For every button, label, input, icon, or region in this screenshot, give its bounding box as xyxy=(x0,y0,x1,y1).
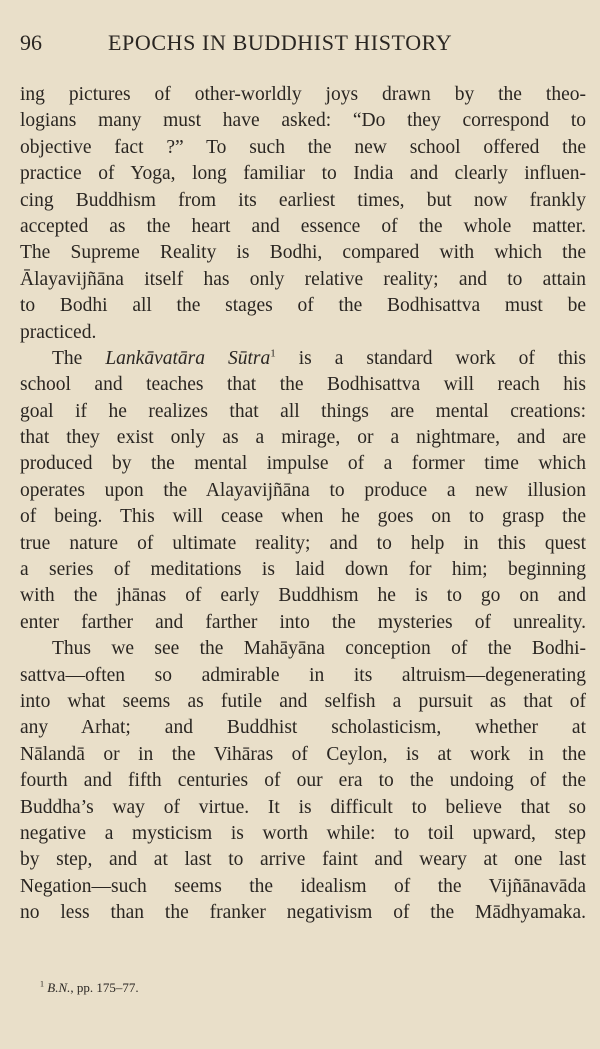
text-line: goal if he realizes that all things are mental creations: xyxy=(20,400,586,422)
footnote-pages: , pp. 175–77. xyxy=(70,980,139,995)
text-line: school and teaches that the Bodhisattva will reach his xyxy=(20,374,586,396)
text-line: enter farther and farther into the mysteries of unreality. xyxy=(20,611,586,633)
paragraph-first-line: Thus we see the Mahāyāna conception of the Bodhi- xyxy=(52,638,586,660)
text-line: true nature of ultimate reality; and to help in this quest xyxy=(20,532,586,554)
text-line: a series of meditations is laid down for him; beginning xyxy=(20,559,586,581)
text-line: Ālayavijñāna itself has only relative reality; and to attain xyxy=(20,268,586,290)
text-line: with the jhānas of early Buddhism he is to go on and xyxy=(20,585,586,607)
text-line: practiced. xyxy=(20,321,97,343)
text-line: operates upon the Alayavijñāna to produce a new illusion xyxy=(20,479,586,501)
text-line: to Bodhi all the stages of the Bodhisattva must be xyxy=(20,295,586,317)
paragraph-first-line xyxy=(20,346,586,372)
text-line: objective fact ?” To such the new school offered the xyxy=(20,136,586,158)
text-line: into what seems as futile and selfish a pursuit as that of xyxy=(20,690,586,712)
running-head: EPOCHS IN BUDDHIST HISTORY xyxy=(108,30,453,55)
text-line: practice of Yoga, long familiar to India and clearly influen- xyxy=(20,163,586,185)
body-text xyxy=(20,82,586,927)
text-line: fourth and fifth centuries of our era to the undoing of the xyxy=(20,770,586,792)
footnote-marker: 1 xyxy=(270,347,276,360)
text-line: accepted as the heart and essence of the whole matter. xyxy=(20,215,586,237)
footnote-source: B.N. xyxy=(47,980,71,995)
text-line: any Arhat; and Buddhist scholasticism, whether at xyxy=(20,717,586,739)
footnote xyxy=(40,980,139,996)
text-run: is a standard work of this xyxy=(275,347,586,369)
text-line: produced by the mental impulse of a former time which xyxy=(20,453,586,475)
work-title: Lankāvatāra Sūtra xyxy=(105,347,271,369)
text-line: of being. This will cease when he goes on to grasp the xyxy=(20,506,586,528)
text-line: logians many must have asked: “Do they correspond to xyxy=(20,110,586,132)
text-line: Nālandā or in the Vihāras of Ceylon, is at work in the xyxy=(20,743,586,765)
text-line: Buddha’s way of virtue. It is difficult to believe that so xyxy=(20,796,586,818)
text-line: Negation—such seems the idealism of the Vijñānavāda xyxy=(20,875,586,897)
text-line: The Supreme Reality is Bodhi, compared with which the xyxy=(20,242,586,264)
text-line: negative a mysticism is worth while: to toil upward, step xyxy=(20,822,586,844)
page-header xyxy=(20,30,580,60)
text-line: that they exist only as a mirage, or a nightmare, and are xyxy=(20,427,586,449)
page-number: 96 xyxy=(20,30,42,55)
text-line: no less than the franker negativism of the Mādhyamaka. xyxy=(20,902,586,924)
text-line: ing pictures of other-worldly joys drawn by the theo- xyxy=(20,84,586,105)
text-line: by step, and at last to arrive faint and weary at one last xyxy=(20,849,586,871)
text-line: cing Buddhism from its earliest times, but now frankly xyxy=(20,189,586,211)
text-line: sattva—often so admirable in its altruism—degenerating xyxy=(20,664,586,686)
text-run: The xyxy=(52,347,106,369)
footnote-marker: 1 xyxy=(40,979,44,989)
